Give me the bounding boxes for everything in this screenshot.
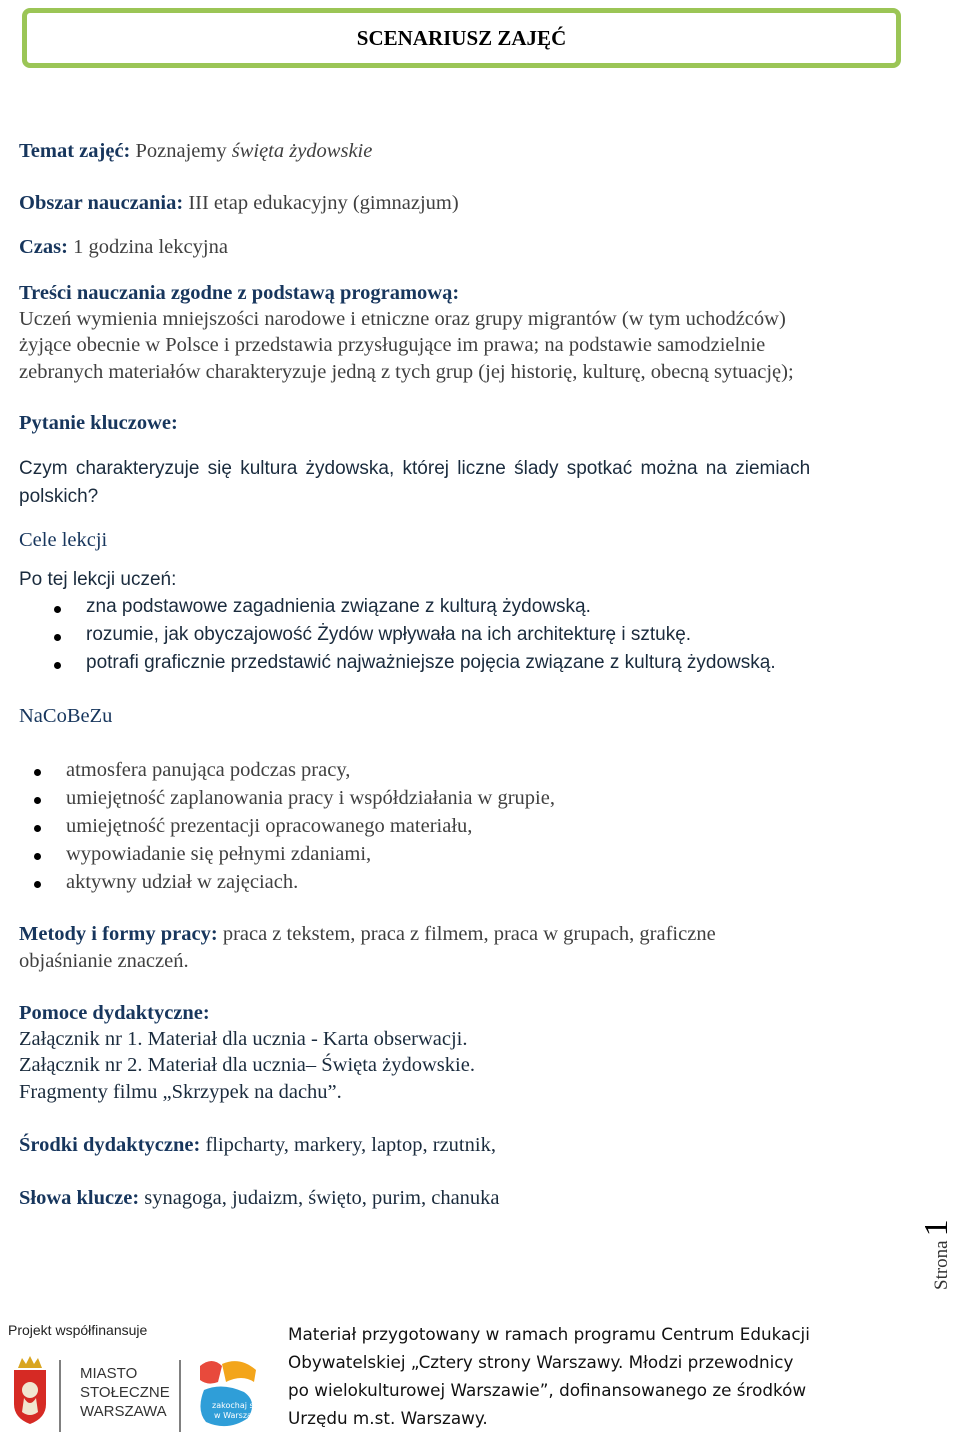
title-box [22, 8, 901, 68]
footer-line: Urzędu m.st. Warszawy. [288, 1408, 488, 1428]
city-logo-line: STOŁECZNE [80, 1384, 170, 1401]
footer-line: Obywatelskiej „Cztery strony Warszawy. Młodzi przewodnicy [288, 1352, 794, 1372]
zakochaj-logo-icon [200, 1361, 266, 1426]
topic-value-italic: święta żydowskie [231, 140, 373, 162]
city-logo-line: WARSZAWA [80, 1403, 167, 1420]
footer-note [288, 1320, 868, 1432]
cofinance-label: Projekt współfinansuje [8, 1322, 148, 1338]
methods-value-cont: objaśnianie znaczeń. [19, 950, 189, 972]
aids-heading: Pomoce dydaktyczne: [19, 1002, 210, 1024]
nacobezu-item: aktywny udział w zajęciach. [66, 871, 299, 893]
area-value: III etap edukacyjny (gimnazjum) [188, 192, 459, 214]
curriculum-line: zebranych materiałów charakteryzuje jedną z tych grup (jej historię, kulturę, obecną sytuację); [19, 361, 794, 383]
means-value: flipcharty, markery, laptop, rzutnik, [205, 1134, 496, 1156]
goal-item: rozumie, jak obyczajowość Żydów wpływała na ich architekturę i sztukę. [86, 624, 692, 645]
keywords-row [19, 1187, 500, 1210]
footer-line: po wielokulturowej Warszawie”, dofinansowanego ze środków [288, 1380, 807, 1400]
nacobezu-item: umiejętność zaplanowania pracy i współdziałania w grupie, [66, 787, 555, 809]
footer-line: Materiał przygotowany w ramach programu Centrum Edukacji [288, 1324, 810, 1344]
curriculum-line: żyjące obecnie w Polsce i przedstawia przysługujące im prawa; na podstawie samodzielnie [19, 334, 766, 356]
key-question-heading: Pytanie kluczowe: [19, 412, 178, 434]
keywords-label: Słowa klucze: [19, 1187, 140, 1209]
time-label: Czas: [19, 236, 68, 258]
goal-item: zna podstawowe zagadnienia związane z kulturą żydowską. [86, 596, 591, 617]
page-number: 1 [918, 1219, 955, 1237]
svg-text:zakochaj się: zakochaj się [212, 1401, 261, 1410]
footer-logos [8, 1352, 278, 1437]
nacobezu-heading: NaCoBeZu [19, 705, 113, 727]
topic-value-prefix: Poznajemy [135, 140, 227, 162]
page-number-marker [918, 1219, 960, 1290]
nacobezu-item: atmosfera panująca podczas pracy, [66, 759, 351, 781]
nacobezu-item: wypowiadanie się pełnymi zdaniami, [66, 843, 372, 865]
page-word: Strona [931, 1240, 952, 1290]
svg-text:w Warszawie: w Warszawie [214, 1411, 266, 1420]
warsaw-coat-of-arms-icon [14, 1356, 46, 1424]
page-title: SCENARIUSZ ZAJĘĆ [356, 25, 567, 50]
city-logo-line: MIASTO [80, 1365, 138, 1382]
methods-value: praca z tekstem, praca z filmem, praca w grupach, graficzne [222, 923, 716, 945]
aids-item: Załącznik nr 1. Materiał dla ucznia - Karta obserwacji. [19, 1028, 468, 1050]
aids-item: Załącznik nr 2. Materiał dla ucznia– Święta żydowskie. [19, 1054, 475, 1076]
keywords-value: synagoga, judaizm, święto, purim, chanuka [144, 1187, 500, 1209]
nacobezu-item: umiejętność prezentacji opracowanego materiału, [66, 815, 473, 837]
key-question-line: polskich? [19, 486, 99, 507]
goals-heading: Cele lekcji [19, 529, 108, 551]
area-row [19, 192, 459, 215]
time-value: 1 godzina lekcyjna [73, 236, 228, 258]
aids-item: Fragmenty filmu „Skrzypek na dachu”. [19, 1081, 342, 1103]
topic-row [19, 140, 372, 163]
methods-row [19, 923, 716, 946]
warsaw-logos [8, 1352, 278, 1437]
topic-label: Temat zajęć: [19, 140, 131, 162]
means-row [19, 1134, 496, 1157]
area-label: Obszar nauczania: [19, 192, 184, 214]
goal-item: potrafi graficznie przedstawić najważniejsze pojęcia związane z kulturą żydowską. [86, 652, 776, 673]
curriculum-line: Uczeń wymienia mniejszości narodowe i etniczne oraz grupy migrantów (w tym uchodźców) [19, 308, 786, 330]
curriculum-heading: Treści nauczania zgodne z podstawą programową: [19, 282, 460, 304]
methods-label: Metody i formy pracy: [19, 923, 218, 945]
means-label: Środki dydaktyczne: [19, 1134, 201, 1156]
time-row [19, 236, 228, 259]
key-question-line: Czym charakteryzuje się kultura żydowska, której liczne ślady spotkać można na ziemiach [19, 458, 811, 479]
goals-intro: Po tej lekcji uczeń: [19, 569, 177, 590]
